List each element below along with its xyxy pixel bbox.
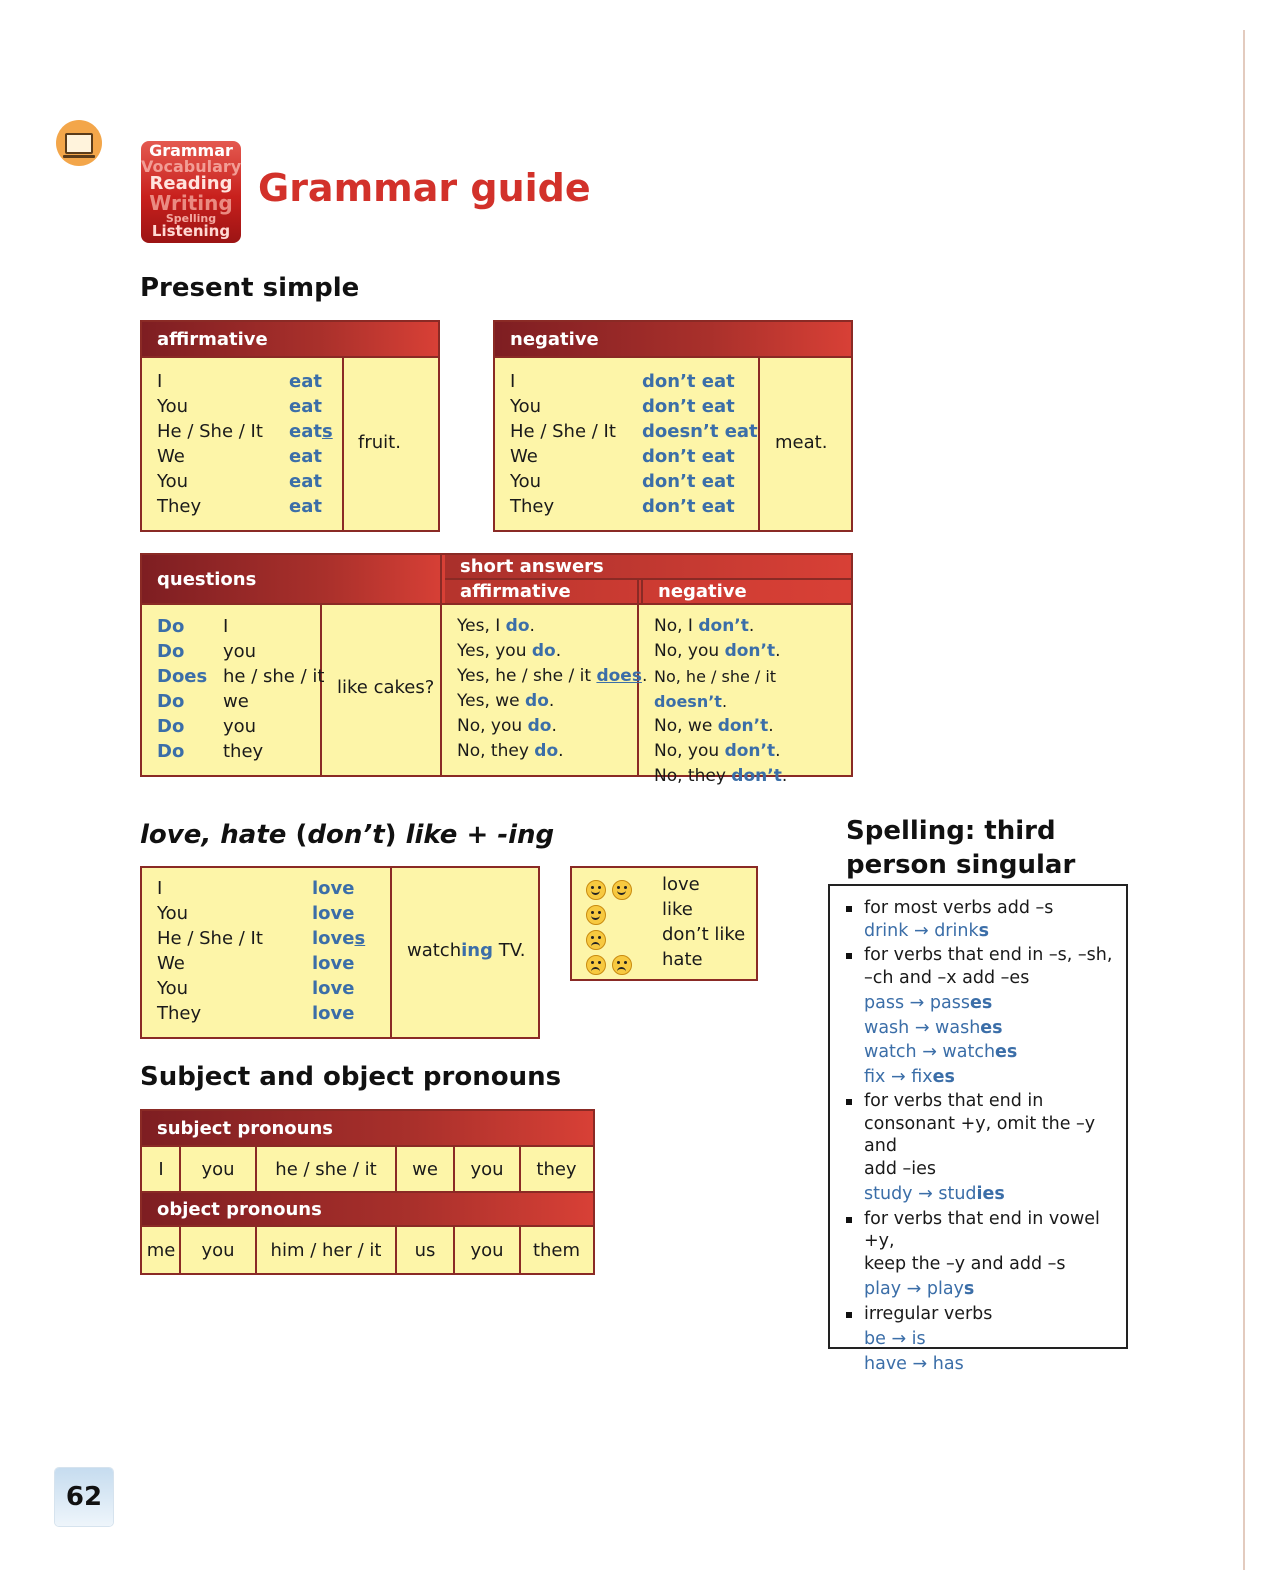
subject: I: [157, 878, 163, 899]
questions-table: [140, 553, 853, 786]
logo-line: Vocabulary: [141, 157, 241, 176]
short-answer: No, they do.: [457, 741, 564, 761]
verb-column: [289, 369, 333, 519]
subject: He / She / It: [157, 928, 263, 949]
negative-table: [493, 320, 853, 532]
subject: We: [510, 446, 538, 467]
pronoun-cell: us: [414, 1239, 436, 1261]
short-answer: No, I don’t.: [654, 616, 755, 636]
scale-label: love: [662, 874, 700, 895]
spelling-rule: for most verbs add –s: [830, 897, 1126, 920]
subject: They: [157, 496, 202, 517]
sad-face-icon: [612, 955, 632, 975]
logo-line: Grammar: [149, 141, 233, 160]
love-hate-table: [140, 866, 540, 1039]
verb: love: [312, 878, 355, 899]
verb: love: [312, 1003, 355, 1024]
logo-line: Writing: [149, 191, 233, 215]
verb: don’t eat: [642, 496, 735, 517]
subject: They: [510, 496, 555, 517]
pronoun-cell: I: [158, 1158, 164, 1180]
verb: don’t eat: [642, 446, 735, 467]
verb: doesn’t eat: [642, 421, 758, 442]
spelling-rule: for verbs that end in –s, –sh,: [830, 944, 1126, 967]
pronoun-cell: you: [201, 1239, 235, 1261]
section-heading-pronouns: Subject and object pronouns: [140, 1062, 562, 1092]
aux: Do: [157, 741, 185, 762]
aux-column: [157, 614, 207, 764]
verb: love: [312, 953, 355, 974]
subject: they: [223, 741, 264, 762]
short-answer: No, you don’t.: [654, 741, 781, 761]
verb: eat: [289, 396, 322, 417]
sad-face-icon: [586, 955, 606, 975]
subject: You: [157, 903, 189, 924]
table-header: questions: [142, 555, 445, 605]
short-answers-negative-header: negative: [643, 580, 851, 605]
subject: you: [223, 716, 257, 737]
feelings-scale: [570, 866, 758, 981]
logo-line: Spelling: [165, 212, 217, 225]
object-pronouns-header: object pronouns: [142, 1191, 593, 1227]
subject: He / She / It: [510, 421, 616, 442]
short-answer: No, he / she / it doesn’t.: [654, 667, 777, 711]
short-answer: No, you don’t.: [654, 641, 781, 661]
page-title: Grammar guide: [258, 166, 591, 210]
logo-line: Listening: [151, 222, 231, 240]
pronoun-cell: you: [201, 1158, 235, 1180]
pronoun-cell: we: [412, 1158, 438, 1180]
verb: [289, 419, 333, 444]
object: fruit.: [358, 432, 401, 453]
pronoun-cell: you: [470, 1239, 504, 1261]
object-pronouns-row: [142, 1227, 593, 1273]
sad-face-icon: [586, 930, 606, 950]
verb: don’t eat: [642, 471, 735, 492]
verb: love: [312, 978, 355, 999]
short-answer: No, you do.: [457, 716, 557, 736]
verb: loves: [312, 928, 366, 949]
spelling-rule-cont: keep the –y and add –s: [864, 1253, 1066, 1274]
skills-logo: [141, 141, 241, 243]
pronoun-cell: you: [470, 1158, 504, 1180]
verb-suffix: s: [321, 421, 333, 442]
subject: You: [510, 396, 542, 417]
verb-column: [642, 369, 758, 519]
question-object: like cakes?: [337, 677, 435, 698]
aux: Do: [157, 716, 185, 737]
aux: Does: [157, 666, 208, 687]
spelling-rule-cont: –ch and –x add –es: [864, 967, 1030, 988]
subject: He / She / It: [157, 421, 263, 442]
short-answer: No, we don’t.: [654, 716, 774, 736]
subject: we: [223, 691, 249, 712]
happy-face-icon: [586, 880, 606, 900]
verb: eat: [289, 371, 322, 392]
scale-label: like: [662, 899, 693, 920]
verb: eat: [289, 471, 322, 492]
spelling-example: watch → watches: [864, 1042, 1018, 1062]
subject: They: [157, 1003, 202, 1024]
spelling-example: play → plays: [864, 1279, 975, 1299]
pronoun-cell: him / her / it: [270, 1239, 382, 1261]
subject: You: [157, 471, 189, 492]
logo-line: Reading: [149, 173, 233, 194]
subject: You: [510, 471, 542, 492]
verb: don’t eat: [642, 371, 735, 392]
short-answers-header: short answers: [445, 555, 851, 580]
short-answers-affirmative-header: affirmative: [445, 580, 643, 605]
subject-pronouns-header: subject pronouns: [142, 1111, 593, 1147]
short-answer: Yes, we do.: [457, 691, 555, 711]
spelling-rule: irregular verbs: [830, 1303, 1126, 1326]
short-answer: Yes, I do.: [457, 616, 535, 636]
page-margin-rule: [1243, 30, 1245, 1570]
subject: he / she / it: [223, 666, 325, 687]
short-answer: Yes, he / she / it does.: [457, 666, 648, 686]
affirmative-answers: [457, 614, 647, 764]
spelling-example: pass → passes: [864, 993, 993, 1013]
scale-labels: [662, 872, 745, 972]
subject-column: [223, 614, 324, 764]
happy-face-icon: [586, 905, 606, 925]
negative-answers: [654, 614, 851, 789]
subject: We: [157, 446, 185, 467]
object: meat.: [775, 432, 828, 453]
subject: I: [157, 371, 163, 392]
pronoun-cell: me: [146, 1239, 176, 1261]
spelling-example: wash → washes: [864, 1017, 1003, 1038]
subject: We: [157, 953, 185, 974]
spelling-example: have → has: [864, 1353, 964, 1374]
verb: don’t eat: [642, 396, 735, 417]
aux: Do: [157, 616, 185, 637]
verb: love: [312, 903, 355, 924]
spelling-example: be → is: [864, 1329, 926, 1349]
short-answer: No, they don’t.: [654, 766, 788, 786]
subject: You: [157, 396, 189, 417]
table-header: affirmative: [142, 322, 438, 358]
pronoun-cell: them: [532, 1239, 581, 1261]
pronoun-cell: they: [536, 1158, 577, 1180]
pronouns-table: [140, 1109, 595, 1275]
verb-stem: eat: [289, 421, 322, 442]
spelling-rule-cont: add –ies: [864, 1158, 936, 1179]
spelling-rule: for verbs that end in: [830, 1090, 1126, 1113]
scale-label: hate: [662, 949, 703, 970]
short-answer: Yes, you do.: [457, 641, 562, 661]
subject-column: [157, 369, 263, 519]
page-number: 62: [55, 1468, 113, 1526]
spelling-rules-box: [828, 884, 1128, 1374]
subject: You: [157, 978, 189, 999]
subject: I: [223, 616, 229, 637]
computer-icon: [56, 120, 102, 166]
pronoun-cell: he / she / it: [275, 1158, 377, 1180]
section-heading-present-simple: Present simple: [140, 273, 360, 303]
spelling-example: study → studies: [864, 1184, 1005, 1204]
spelling-rule-cont: consonant +y, omit the –y and: [864, 1113, 1096, 1156]
object: watching TV.: [407, 940, 526, 961]
spelling-example: fix → fixes: [864, 1066, 955, 1087]
section-heading-spelling: Spelling: third person singular: [846, 816, 1076, 880]
table-header: negative: [495, 322, 851, 358]
subject: you: [223, 641, 257, 662]
verb: eat: [289, 446, 322, 467]
faces-column: [586, 876, 638, 976]
subject: I: [510, 371, 516, 392]
aux: Do: [157, 641, 185, 662]
verb: eat: [289, 496, 322, 517]
spelling-rule: for verbs that end in vowel +y,: [830, 1208, 1126, 1253]
spelling-example: drink → drinks: [864, 920, 990, 941]
aux: Do: [157, 691, 185, 712]
section-heading-love-hate: love, hate (don’t) like + -ing: [140, 820, 555, 850]
scale-label: don’t like: [662, 924, 746, 945]
verb-column: [312, 876, 365, 1026]
subject-column: [157, 876, 263, 1026]
affirmative-table: [140, 320, 440, 532]
subject-pronouns-row: [142, 1147, 593, 1191]
subject-column: [510, 369, 616, 519]
happy-face-icon: [612, 880, 632, 900]
